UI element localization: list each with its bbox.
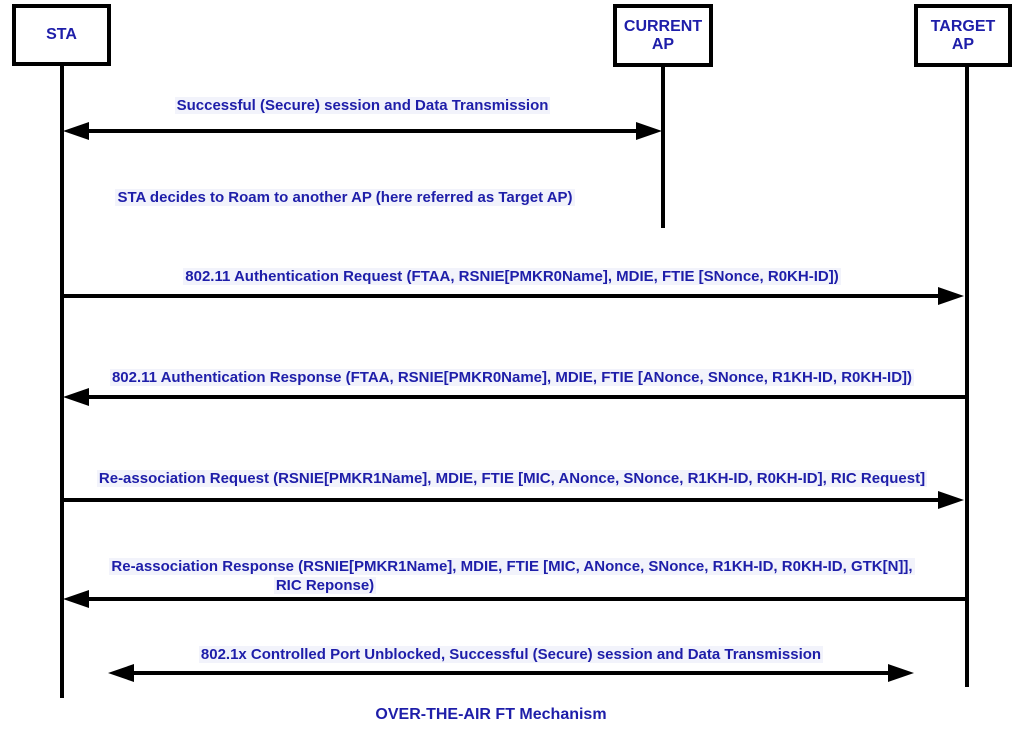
actor-label-current-ap-line2: AP xyxy=(651,35,675,53)
message-label-session-current: Successful (Secure) session and Data Transmission xyxy=(176,97,549,114)
actor-box-current-ap xyxy=(613,4,713,67)
message-arrow-auth-response xyxy=(88,395,965,399)
message-label-reassoc-response-line2: RIC Reponse) xyxy=(275,577,375,594)
lifeline-current-ap xyxy=(661,65,665,228)
message-arrow-session-current xyxy=(70,129,655,133)
message-label-auth-response: 802.11 Authentication Response (FTAA, RSNIE[PMKR0Name], MDIE, FTIE [ANonce, SNonce, R1KH-ID, R0KH-ID]) xyxy=(111,369,913,386)
actor-label-sta: STA xyxy=(46,26,77,43)
actor-label-target-ap-line2: AP xyxy=(951,35,975,53)
actor-box-target-ap xyxy=(914,4,1012,67)
arrowhead-left-icon xyxy=(63,122,89,140)
message-arrow-port-unblocked xyxy=(115,671,907,675)
actor-box-sta xyxy=(12,4,111,66)
message-arrow-reassoc-request xyxy=(62,498,940,502)
message-label-reassoc-response-line1: Re-association Response (RSNIE[PMKR1Name], MDIE, FTIE [MIC, ANonce, SNonce, R1KH-ID, R0KH-ID, GTK[N]], xyxy=(111,558,913,575)
arrowhead-left-icon xyxy=(108,664,134,682)
arrowhead-right-icon xyxy=(938,491,964,509)
message-label-port-unblocked: 802.1x Controlled Port Unblocked, Successful (Secure) session and Data Transmission xyxy=(200,646,822,663)
message-arrow-auth-request xyxy=(62,294,940,298)
arrowhead-right-icon xyxy=(888,664,914,682)
message-arrow-reassoc-response xyxy=(88,597,965,601)
message-label-auth-request: 802.11 Authentication Request (FTAA, RSNIE[PMKR0Name], MDIE, FTIE [SNonce, R0KH-ID]) xyxy=(185,268,839,285)
actor-label-current-ap-line1: CURRENT xyxy=(623,17,703,35)
arrowhead-right-icon xyxy=(938,287,964,305)
arrowhead-left-icon xyxy=(63,388,89,406)
arrowhead-right-icon xyxy=(636,122,662,140)
diagram-title: OVER-THE-AIR FT Mechanism xyxy=(375,706,607,723)
message-label-reassoc-request: Re-association Request (RSNIE[PMKR1Name], MDIE, FTIE [MIC, ANonce, SNonce, R1KH-ID, R0KH-ID], RIC Request] xyxy=(98,470,926,487)
actor-label-target-ap-line1: TARGET xyxy=(930,17,996,35)
message-label-roam-decision: STA decides to Roam to another AP (here referred as Target AP) xyxy=(117,189,573,206)
